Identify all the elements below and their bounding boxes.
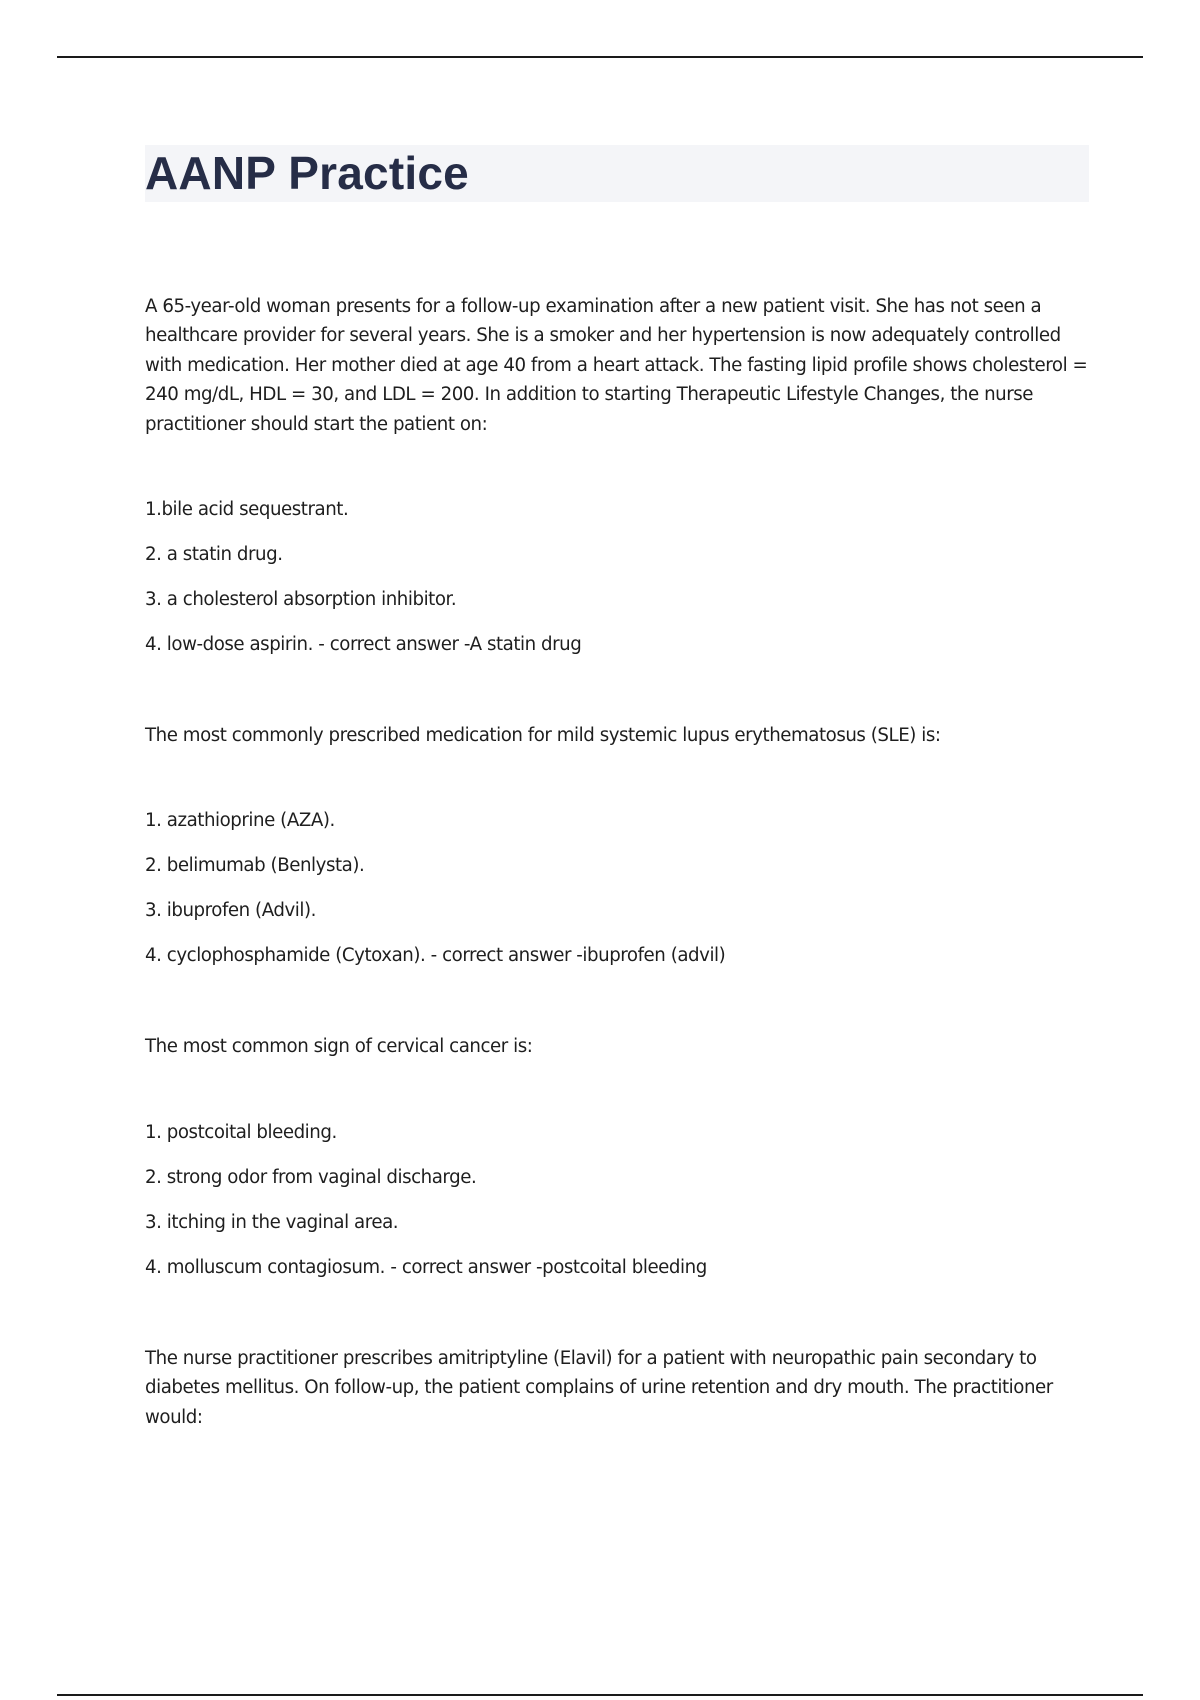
question-block — [145, 292, 1090, 659]
option-list — [145, 495, 1090, 659]
correct-answer: ibuprofen (advil) — [582, 945, 726, 967]
option-item: 2. belimumab (Benlysta). — [145, 855, 365, 877]
option-item: 3. ibuprofen (Advil). — [145, 900, 316, 922]
question-block — [145, 1344, 1090, 1432]
option-item: 3. a cholesterol absorption inhibitor. — [145, 589, 457, 611]
option-item-with-answer — [145, 1253, 1090, 1282]
option-text: 4. cyclophosphamide (Cytoxan). — [145, 945, 426, 967]
document-body — [145, 292, 1090, 1432]
option-item: 1. azathioprine (AZA). — [145, 810, 335, 832]
option-item: 1.bile acid sequestrant. — [145, 499, 349, 521]
question-block — [145, 1032, 1090, 1281]
answer-label: - correct answer - — [430, 945, 583, 967]
question-stem: The most common sign of cervical cancer is: — [145, 1036, 533, 1058]
header-rule — [57, 56, 1143, 58]
option-item-with-answer — [145, 630, 1090, 659]
question-stem: A 65-year-old woman presents for a follow-up examination after a new patient visit. She has not seen a healthcare provider for several years. She is a smoker and her hypertension is now adequately controlled with medication. Her mother died at age 40 from a heart attack. The fasting lipid profile shows cholesterol = 240 mg/dL, HDL = 30, and LDL = 200. In addition to starting Therapeutic Lifestyle Changes, the nurse practitioner should start the patient on: — [145, 296, 1088, 435]
question-block — [145, 721, 1090, 970]
option-item: 2. a statin drug. — [145, 544, 283, 566]
option-text: 4. low-dose aspirin. — [145, 634, 313, 656]
correct-answer: postcoital bleeding — [542, 1256, 707, 1278]
answer-label: - correct answer - — [390, 1256, 543, 1278]
option-item: 2. strong odor from vaginal discharge. — [145, 1166, 477, 1188]
footer-rule — [57, 1694, 1143, 1696]
option-item: 3. itching in the vaginal area. — [145, 1211, 399, 1233]
question-stem: The nurse practitioner prescribes amitriptyline (Elavil) for a patient with neuropathic pain secondary to diabetes mellitus. On follow-up, the patient complains of urine retention and dry mouth. The practitioner would: — [145, 1347, 1053, 1428]
document-title: AANP Practice — [145, 147, 469, 199]
option-item: 1. postcoital bleeding. — [145, 1121, 337, 1143]
question-stem: The most commonly prescribed medication for mild systemic lupus erythematosus (SLE) is: — [145, 725, 941, 747]
correct-answer: A statin drug — [469, 634, 582, 656]
option-list — [145, 806, 1090, 970]
answer-label: - correct answer - — [318, 634, 470, 656]
option-item-with-answer — [145, 941, 1090, 970]
option-list — [145, 1118, 1090, 1282]
option-text: 4. molluscum contagiosum. — [145, 1256, 386, 1278]
